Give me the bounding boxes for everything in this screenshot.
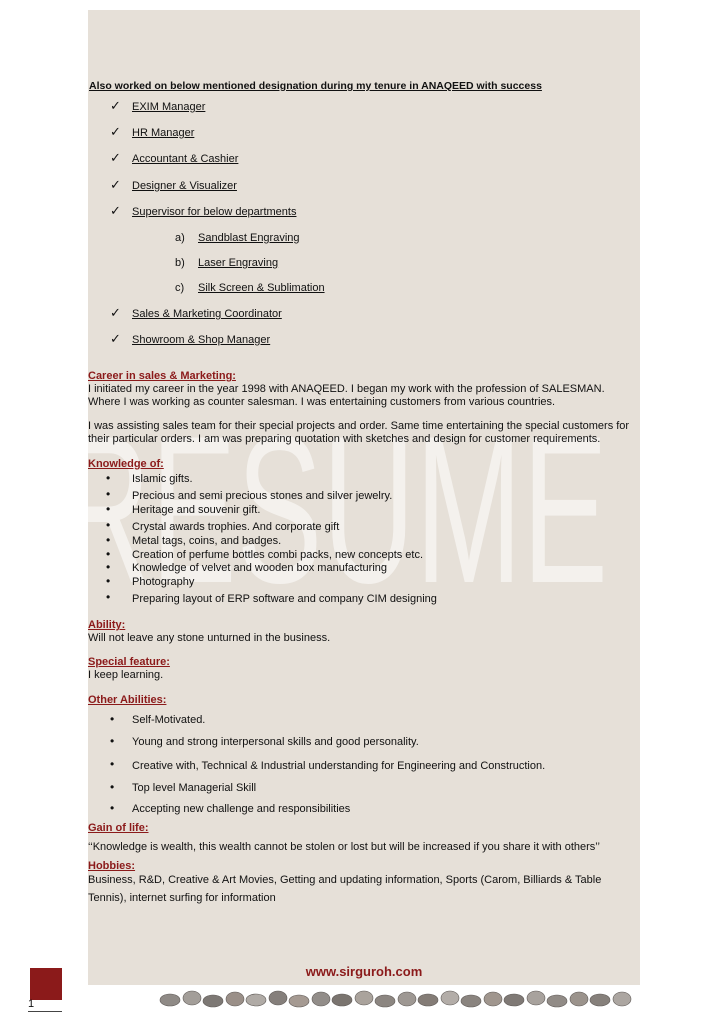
designation-item: Sales & Marketing Coordinator <box>132 308 282 320</box>
knowledge-heading: Knowledge of: <box>88 458 164 470</box>
special-feature-text: I keep learning. <box>88 669 164 681</box>
bullet-icon: • <box>106 560 111 574</box>
department-marker: b) <box>175 257 185 269</box>
ability-text: Will not leave any stone unturned in the business. <box>88 632 331 644</box>
check-icon: ✓ <box>110 305 121 320</box>
other-abilities-heading: Other Abilities: <box>88 694 167 706</box>
bullet-icon: • <box>110 780 115 794</box>
other-ability-item: Young and strong interpersonal skills and good personality. <box>132 736 419 748</box>
designation-item: Accountant & Cashier <box>132 153 239 165</box>
department-item: Laser Engraving <box>198 257 279 269</box>
knowledge-item: Creation of perfume bottles combi packs, new concepts etc. <box>132 549 424 561</box>
gain-of-life-quote: ‘‘Knowledge is wealth, this wealth cannot be stolen or lost but will be increased if you share it with others’’ <box>88 841 600 853</box>
bullet-icon: • <box>110 712 115 726</box>
special-feature-heading: Special feature: <box>88 656 170 668</box>
department-item: Silk Screen & Sublimation <box>198 282 325 294</box>
svg-text:RESUME: RESUME <box>58 392 608 602</box>
pebble-border <box>158 988 638 1012</box>
career-heading: Career in sales & Marketing: <box>88 370 236 382</box>
hobbies-text: Tennis), internet surfing for information <box>88 892 276 904</box>
knowledge-item: Precious and semi precious stones and silver jewelry. <box>132 490 393 502</box>
bullet-icon: • <box>110 757 115 771</box>
other-ability-item: Self-Motivated. <box>132 714 206 726</box>
bullet-icon: • <box>106 574 111 588</box>
check-icon: ✓ <box>110 98 121 113</box>
designations-intro: Also worked on below mentioned designation during my tenure in ANAQEED with success <box>89 80 542 92</box>
designation-item: EXIM Manager <box>132 101 206 113</box>
career-text: I initiated my career in the year 1998 with ANAQEED. I began my work with the profession of SALESMAN. <box>88 383 605 395</box>
other-ability-item: Accepting new challenge and responsibilities <box>132 803 351 815</box>
designation-item: Showroom & Shop Manager <box>132 334 271 346</box>
check-icon: ✓ <box>110 150 121 165</box>
page-number-rule <box>28 1011 62 1012</box>
knowledge-item: Crystal awards trophies. And corporate gift <box>132 521 340 533</box>
check-icon: ✓ <box>110 124 121 139</box>
career-text: I was assisting sales team for their special projects and order. Same time entertaining the special customers for <box>88 420 630 432</box>
career-text: Where I was working as counter salesman. I was entertaining customers from various countries. <box>88 396 556 408</box>
designation-item: Supervisor for below departments <box>132 206 297 218</box>
page-number: 1 <box>28 998 35 1010</box>
bullet-icon: • <box>106 547 111 561</box>
hobbies-heading: Hobbies: <box>88 860 136 872</box>
knowledge-item: Islamic gifts. <box>132 473 193 485</box>
check-icon: ✓ <box>110 331 121 346</box>
knowledge-item: Heritage and souvenir gift. <box>132 504 261 516</box>
website-link[interactable]: www.sirguroh.com <box>305 964 423 979</box>
knowledge-item: Preparing layout of ERP software and company CIM designing <box>132 593 437 605</box>
bullet-icon: • <box>106 502 111 516</box>
bullet-icon: • <box>106 487 111 501</box>
gain-of-life-heading: Gain of life: <box>88 822 149 834</box>
designation-item: Designer & Visualizer <box>132 180 237 192</box>
check-icon: ✓ <box>110 177 121 192</box>
career-text: their particular orders. I am was preparing quotation with sketches and design for customer requirements. <box>88 433 601 445</box>
bullet-icon: • <box>110 734 115 748</box>
designation-item: HR Manager <box>132 127 195 139</box>
ability-heading: Ability: <box>88 619 126 631</box>
bullet-icon: • <box>110 801 115 815</box>
page-corner-block <box>30 968 62 1000</box>
bullet-icon: • <box>106 590 111 604</box>
knowledge-item: Metal tags, coins, and badges. <box>132 535 282 547</box>
hobbies-text: Business, R&D, Creative & Art Movies, Getting and updating information, Sports (Carom, Billiards & Table <box>88 874 602 886</box>
bullet-icon: • <box>106 518 111 532</box>
other-ability-item: Top level Managerial Skill <box>132 782 257 794</box>
bullet-icon: • <box>106 533 111 547</box>
other-ability-item: Creative with, Technical & Industrial understanding for Engineering and Construction. <box>132 760 546 772</box>
check-icon: ✓ <box>110 203 121 218</box>
department-marker: c) <box>175 282 185 294</box>
knowledge-item: Photography <box>132 576 195 588</box>
department-item: Sandblast Engraving <box>198 232 300 244</box>
bullet-icon: • <box>106 471 111 485</box>
knowledge-item: Knowledge of velvet and wooden box manufacturing <box>132 562 388 574</box>
department-marker: a) <box>175 232 185 244</box>
